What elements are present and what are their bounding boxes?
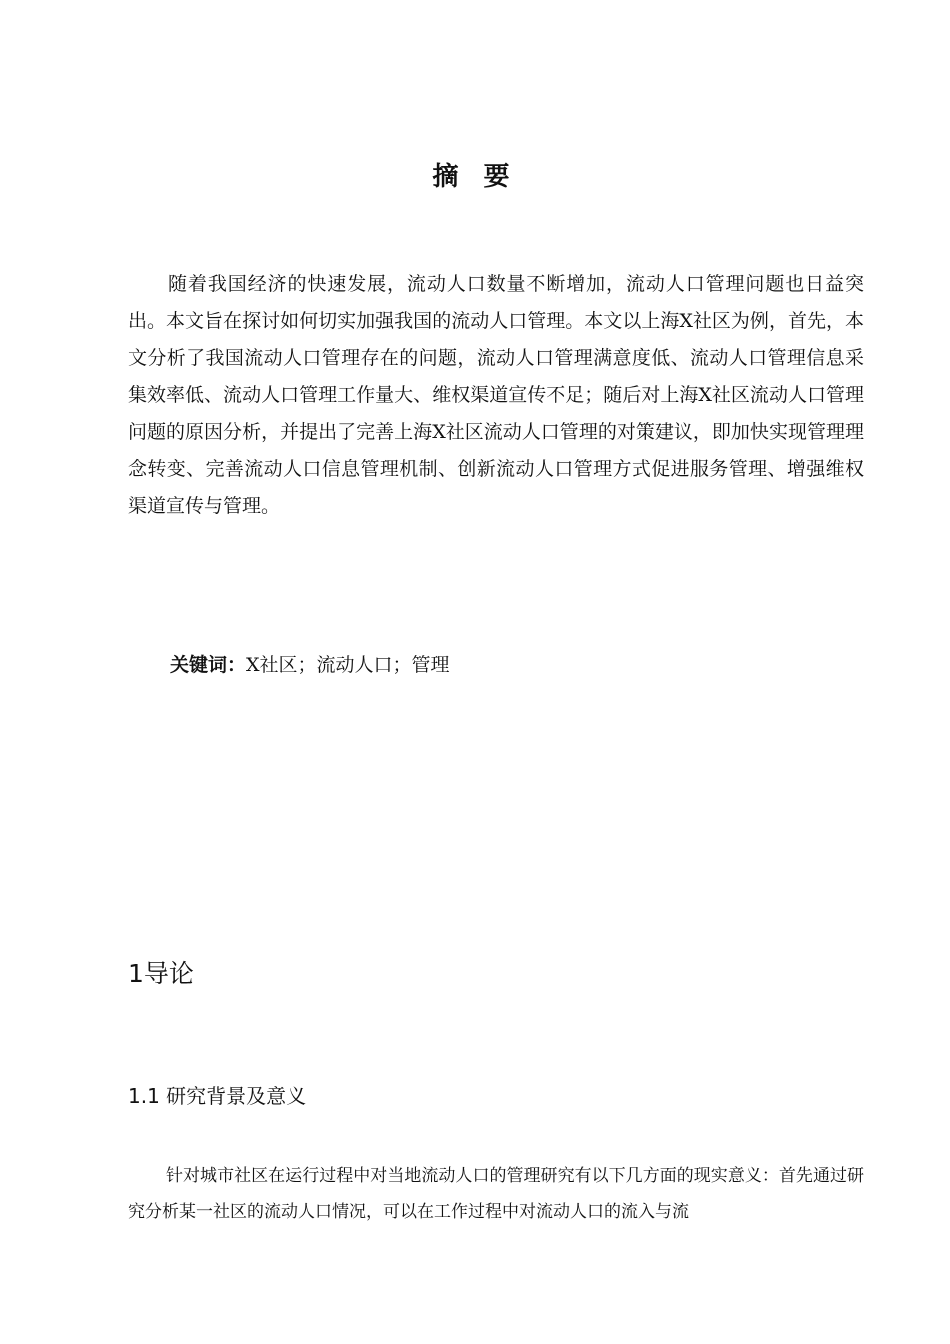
section-heading: 1.1 研究背景及意义 xyxy=(128,1084,307,1108)
abstract-body: 随着我国经济的快速发展，流动人口数量不断增加，流动人口管理问题也日益突出。本文旨在探讨如何切实加强我国的流动人口管理。本文以上海X社区为例，首先，本文分析了我国流动人口管理存在的问题，流动人口管理满意度低、流动人口管理信息采集效率低、流动人口管理工作量大、维权渠道宣传不足；随后对上海X社区流动人口管理问题的原因分析，并提出了完善上海X社区流动人口管理的对策建议，即加快实现管理理念转变、完善流动人口信息管理机制、创新流动人口管理方式促进服务管理、增强维权渠道宣传与管理。 xyxy=(128,273,864,517)
section-body: 针对城市社区在运行过程中对当地流动人口的管理研究有以下几方面的现实意义：首先通过研究分析某一社区的流动人口情况，可以在工作过程中对流动人口的流入与流 xyxy=(128,1166,864,1222)
keywords-line xyxy=(170,648,450,682)
keywords-text: X社区；流动人口；管理 xyxy=(246,654,450,676)
chapter-heading: 1导论 xyxy=(128,959,194,988)
abstract-title: 摘 要 xyxy=(432,162,518,192)
keywords-label: 关键词： xyxy=(170,654,247,676)
